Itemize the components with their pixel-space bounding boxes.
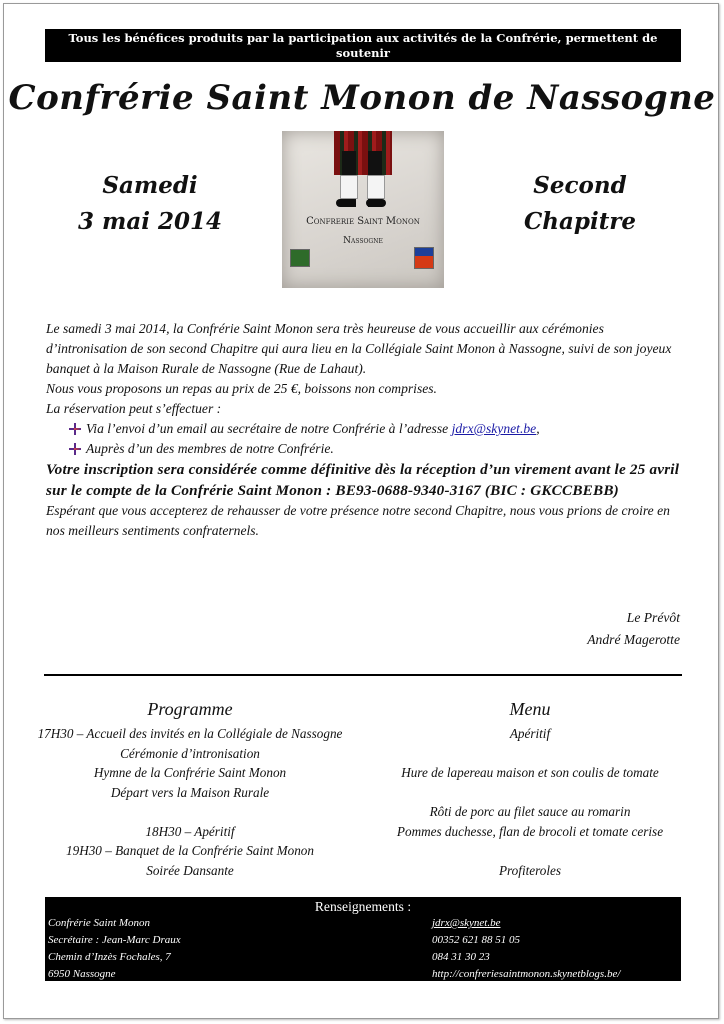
footer-title: Renseignements :	[314, 899, 412, 914]
menu-line: Rôti de porc au filet sauce au romarin	[429, 804, 631, 819]
reservation-intro: La réservation peut s’effectuer :	[46, 401, 222, 416]
page-title: Confrérie Saint Monon de Nassogne	[8, 78, 716, 118]
menu-line: Hure de lapereau maison et son coulis de tomate	[401, 765, 659, 780]
footer-org: Confrérie Saint Monon	[48, 917, 151, 929]
footer-secretary: Secrétaire : Jean-Marc Draux	[48, 934, 181, 946]
footer-address	[48, 915, 181, 983]
signature-role: Le Prévôt	[626, 610, 680, 625]
menu-line: Apéritif	[509, 726, 551, 741]
logo-name: Confrerie Saint Monon	[306, 216, 420, 227]
programme-line: Hymne de la Confrérie Saint Monon	[93, 765, 287, 780]
footer-contacts	[432, 915, 620, 983]
signature-name: André Magerotte	[587, 632, 680, 647]
menu-line: Profiteroles	[498, 862, 562, 878]
date-full: 3 mai 2014	[77, 208, 222, 235]
banner-line-1: Tous les bénéfices produits par la participation aux activités de la Confrérie, permettent de soutenir	[68, 31, 658, 60]
arrow-bullet-icon	[68, 442, 82, 456]
bullet-email	[46, 419, 686, 439]
bullet-email-text: Via l’envoi d’un email au secrétaire de notre Confrérie à l’adresse	[86, 421, 452, 436]
programme-line: Départ vers la Maison Rurale	[110, 784, 270, 800]
programme-line: Cérémonie d’intronisation	[120, 745, 260, 761]
arrow-bullet-icon	[68, 422, 82, 436]
intro-paragraph: Le samedi 3 mai 2014, la Confrérie Saint Monon sera très heureuse de vous accueillir aux cérémonies d’intronisation de son second Chapitre qui aura lieu en la Collégiale Saint Monon à Nassogne, suivi de son joyeux banquet à la Maison Rurale de Nassogne (Rue de Lahaut).	[46, 321, 672, 376]
programme-line: 17H30 – Accueil des invités en la Collégiale de Nassogne	[37, 726, 343, 741]
shoe-left	[336, 199, 356, 207]
contact-footer	[45, 897, 681, 981]
programme-line	[20, 802, 360, 822]
date-day: Samedi	[102, 172, 198, 199]
sock-right	[367, 175, 385, 199]
event-date	[70, 168, 230, 240]
footer-city: 6950 Nassogne	[48, 968, 116, 980]
closing-paragraph: Espérant que vous accepterez de rehausser de votre présence notre second Chapitre, nous vous prions de croire en nos meilleurs sentiments confraternels.	[46, 503, 670, 538]
programme-line: 19H30 – Banquet de la Confrérie Saint Monon	[66, 843, 314, 858]
footer-street: Chemin d’Inzès Fochales, 7	[48, 951, 171, 963]
menu-line	[370, 783, 690, 803]
chapitre-line-1: Second	[533, 172, 627, 199]
signature	[540, 607, 680, 651]
chapitre-line-2: Chapitre	[523, 208, 637, 235]
sock-left	[340, 175, 358, 199]
payment-notice: Votre inscription sera considérée comme définitive dès la réception d’un virement avant le 25 avril sur le compte de la Confrérie Saint Monon : BE93-0688-9340-3167 (BIC : GKCCBEBB)	[46, 461, 680, 499]
programme-column	[20, 696, 360, 880]
chapitre-label	[515, 168, 645, 240]
bullet-members-text: Auprès d’un des membres de notre Confrérie.	[86, 441, 334, 456]
logo-town: Nassogne	[343, 236, 383, 246]
menu-line	[370, 841, 690, 861]
banner-line-2: des actions sociales concrètes dans notre commune	[195, 61, 531, 75]
menu-line	[370, 744, 690, 764]
confrerie-logo	[282, 131, 444, 288]
menu-heading: Menu	[509, 699, 551, 719]
footer-website-link[interactable]: http://confreriesaintmonon.skynetblogs.be/	[432, 968, 621, 980]
programme-heading: Programme	[147, 699, 233, 719]
price-paragraph: Nous vous proposons un repas au prix de 25 €, boissons non comprises.	[46, 381, 437, 396]
programme-line: Soirée Dansante	[146, 862, 234, 878]
email-link[interactable]: jdrx@skynet.be	[451, 421, 537, 436]
green-emblem-icon	[290, 249, 310, 267]
menu-column	[370, 696, 690, 880]
bullet-members	[46, 439, 686, 459]
coat-of-arms-icon	[414, 247, 434, 269]
section-divider	[44, 674, 682, 676]
menu-line: Pommes duchesse, flan de brocoli et tomate cerise	[396, 823, 664, 839]
bullet-email-end: ,	[536, 421, 540, 436]
invitation-text	[46, 319, 686, 541]
footer-phone-1: 00352 621 88 51 05	[432, 934, 520, 946]
shoe-right	[366, 199, 386, 207]
top-banner	[45, 29, 681, 75]
footer-phone-2: 084 31 30 23	[432, 951, 490, 963]
footer-email-link[interactable]: jdrx@skynet.be	[432, 917, 501, 929]
programme-line: 18H30 – Apéritif	[145, 823, 235, 839]
